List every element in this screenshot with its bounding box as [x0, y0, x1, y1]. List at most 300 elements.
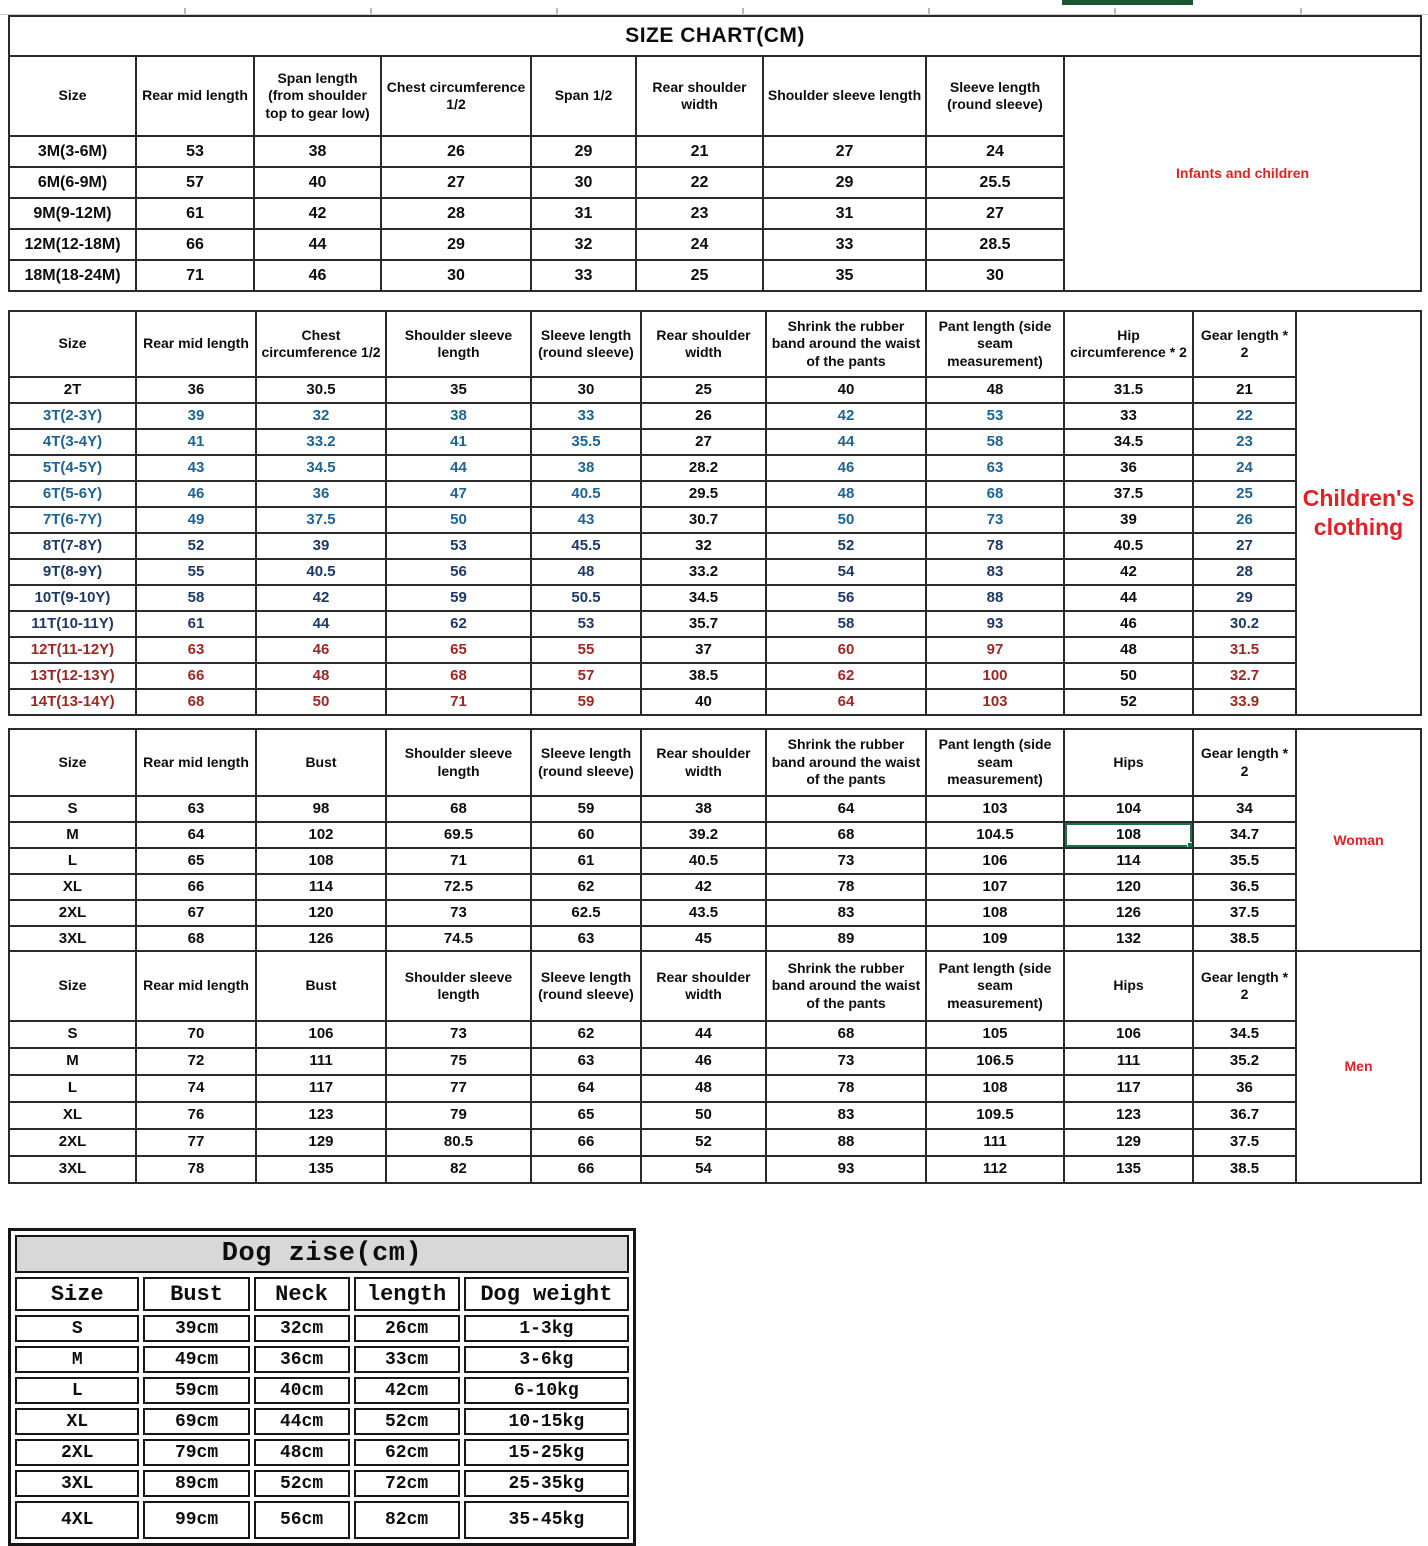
table-cell: 66: [136, 663, 256, 689]
table-cell: 50: [1064, 663, 1193, 689]
column-header: Size: [15, 1277, 139, 1311]
group-label: Children's clothing: [1296, 311, 1421, 715]
table-cell: 36.7: [1193, 1102, 1296, 1129]
column-header: Shoulder sleeve length: [386, 311, 531, 377]
table-row: [9, 637, 1421, 663]
table-cell: 62: [386, 611, 531, 637]
header-row: [9, 56, 1421, 136]
table-cell: 35: [763, 260, 926, 291]
table-cell: 62cm: [354, 1439, 460, 1466]
table-cell: 46: [766, 455, 926, 481]
table-cell: 38: [254, 136, 381, 167]
table-cell: S: [9, 1021, 136, 1048]
table-cell: 47: [386, 481, 531, 507]
table-cell: 114: [1064, 848, 1193, 874]
table-cell: 126: [1064, 900, 1193, 926]
table-cell: 29: [763, 167, 926, 198]
table-cell: 39: [256, 533, 386, 559]
table-cell: 44: [256, 611, 386, 637]
table-cell: 21: [636, 136, 763, 167]
table-cell: 4XL: [15, 1501, 139, 1539]
table-cell: 38: [641, 796, 766, 822]
table-cell: 59: [531, 689, 641, 715]
table-cell: 83: [926, 559, 1064, 585]
table-cell: 40: [766, 377, 926, 403]
table-row: [9, 1075, 1421, 1102]
table-cell: 52: [641, 1129, 766, 1156]
table-row: [9, 533, 1421, 559]
table-cell: 129: [1064, 1129, 1193, 1156]
table-cell: 45.5: [531, 533, 641, 559]
table-cell: 36: [1193, 1075, 1296, 1102]
column-header: Rear shoulder width: [641, 951, 766, 1021]
table-cell: 56: [766, 585, 926, 611]
table-cell: 64: [531, 1075, 641, 1102]
table-cell: 111: [1064, 1048, 1193, 1075]
table-cell: 48: [256, 663, 386, 689]
table-cell: 9T(8-9Y): [9, 559, 136, 585]
table-cell: 38: [531, 455, 641, 481]
table-cell: 57: [136, 167, 254, 198]
table-cell: 54: [641, 1156, 766, 1183]
table-cell: 60: [766, 637, 926, 663]
table-cell: 27: [763, 136, 926, 167]
column-header: Bust: [256, 729, 386, 796]
table-cell: 93: [766, 1156, 926, 1183]
table-cell: 3M(3-6M): [9, 136, 136, 167]
table-cell: 77: [386, 1075, 531, 1102]
table-cell: 68: [136, 689, 256, 715]
table-cell: 98: [256, 796, 386, 822]
table-row: [9, 796, 1421, 822]
table-row: [9, 926, 1421, 952]
column-header: Pant length (side seam measurement): [926, 729, 1064, 796]
table-cell: 38.5: [641, 663, 766, 689]
column-header: Rear shoulder width: [636, 56, 763, 136]
column-header: Rear shoulder width: [641, 311, 766, 377]
table-cell: 42: [766, 403, 926, 429]
column-header: Gear length * 2: [1193, 311, 1296, 377]
table-cell: 35.2: [1193, 1048, 1296, 1075]
column-header: Size: [9, 56, 136, 136]
column-header: Gear length * 2: [1193, 729, 1296, 796]
table-cell: 26: [381, 136, 531, 167]
table-cell: 78: [136, 1156, 256, 1183]
table-cell: 33: [1064, 403, 1193, 429]
table-cell: 78: [926, 533, 1064, 559]
table-cell: 26: [1193, 507, 1296, 533]
table-cell: 29.5: [641, 481, 766, 507]
table-title-row: [9, 16, 1421, 56]
column-header: Shoulder sleeve length: [763, 56, 926, 136]
table-cell: 64: [766, 689, 926, 715]
table-cell: L: [15, 1377, 139, 1404]
column-header: Sleeve length (round sleeve): [926, 56, 1064, 136]
table-cell: L: [9, 848, 136, 874]
column-header: Shoulder sleeve length: [386, 729, 531, 796]
table-cell: M: [9, 1048, 136, 1075]
table-cell: 24: [1193, 455, 1296, 481]
table-cell: 120: [1064, 874, 1193, 900]
column-header: Pant length (side seam measurement): [926, 311, 1064, 377]
table-cell: 37.5: [256, 507, 386, 533]
table-cell: 28.5: [926, 229, 1064, 260]
table-row: [9, 689, 1421, 715]
table-cell: 39: [1064, 507, 1193, 533]
table-cell: 62: [766, 663, 926, 689]
table-cell: 61: [531, 848, 641, 874]
table-cell: 135: [1064, 1156, 1193, 1183]
table-cell: 27: [381, 167, 531, 198]
table-row: [9, 900, 1421, 926]
table-cell: 43: [531, 507, 641, 533]
table-cell: 4T(3-4Y): [9, 429, 136, 455]
column-header: Shrink the rubber band around the waist of the pants: [766, 311, 926, 377]
table-cell: 32: [641, 533, 766, 559]
table-cell: 34.7: [1193, 822, 1296, 848]
table-cell: 62: [531, 874, 641, 900]
table-cell: 43.5: [641, 900, 766, 926]
table-cell: 61: [136, 198, 254, 229]
table-cell: 65: [531, 1102, 641, 1129]
men-size-table: [8, 950, 1422, 1184]
table-cell: 123: [1064, 1102, 1193, 1129]
table-cell: 83: [766, 1102, 926, 1129]
table-cell: 79cm: [143, 1439, 249, 1466]
table-cell: 34: [1193, 796, 1296, 822]
column-header: Size: [9, 729, 136, 796]
table-cell: 106: [256, 1021, 386, 1048]
table-cell: 33: [531, 403, 641, 429]
table-cell: 55: [531, 637, 641, 663]
table-cell: 66: [531, 1129, 641, 1156]
table-cell: 48: [926, 377, 1064, 403]
table-cell: 126: [256, 926, 386, 952]
table-row: [15, 1346, 629, 1373]
table-cell: 31: [763, 198, 926, 229]
table-cell: 93: [926, 611, 1064, 637]
table-cell: XL: [15, 1408, 139, 1435]
table-cell: 57: [531, 663, 641, 689]
table-cell: 36cm: [254, 1346, 350, 1373]
table-row: [9, 559, 1421, 585]
table-cell: 108: [256, 848, 386, 874]
table-cell: 79: [386, 1102, 531, 1129]
table-cell: 42: [256, 585, 386, 611]
table-cell: 29: [381, 229, 531, 260]
table-cell: 72cm: [354, 1470, 460, 1497]
table-cell: 73: [926, 507, 1064, 533]
table-cell: 56: [386, 559, 531, 585]
table-cell: 40: [641, 689, 766, 715]
column-header: Pant length (side seam measurement): [926, 951, 1064, 1021]
table-cell: 63: [531, 1048, 641, 1075]
table-cell: 18M(18-24M): [9, 260, 136, 291]
table-cell: 3T(2-3Y): [9, 403, 136, 429]
table-cell: 27: [1193, 533, 1296, 559]
table-cell: 104: [1064, 796, 1193, 822]
table-cell: 42cm: [354, 1377, 460, 1404]
table-row: [15, 1377, 629, 1404]
table-cell: 32.7: [1193, 663, 1296, 689]
table-cell: 28: [1193, 559, 1296, 585]
table-cell: 27: [641, 429, 766, 455]
table-cell: 10-15kg: [464, 1408, 629, 1435]
table-cell: 33.9: [1193, 689, 1296, 715]
table-cell: 35.5: [1193, 848, 1296, 874]
table-cell: 45: [641, 926, 766, 952]
header-row: [9, 729, 1421, 796]
table-cell: 111: [926, 1129, 1064, 1156]
table-cell: 73: [386, 1021, 531, 1048]
table-cell: 32: [531, 229, 636, 260]
table-cell: 62.5: [531, 900, 641, 926]
table-cell: 42: [641, 874, 766, 900]
column-header: Sleeve length (round sleeve): [531, 729, 641, 796]
table-cell: 58: [766, 611, 926, 637]
table-cell: 49cm: [143, 1346, 249, 1373]
table-cell: 61: [136, 611, 256, 637]
table-cell: 104.5: [926, 822, 1064, 848]
table-cell: 78: [766, 874, 926, 900]
table-row: [9, 403, 1421, 429]
table-cell: 112: [926, 1156, 1064, 1183]
table-cell: 24: [636, 229, 763, 260]
column-header: Chest circumference 1/2: [381, 56, 531, 136]
table-cell: 36: [136, 377, 256, 403]
table-cell: 135: [256, 1156, 386, 1183]
table-cell: 52cm: [354, 1408, 460, 1435]
table-cell: 102: [256, 822, 386, 848]
table-cell: 120: [256, 900, 386, 926]
table-cell: 9M(9-12M): [9, 198, 136, 229]
table-cell: 39cm: [143, 1315, 249, 1342]
table-cell: 6-10kg: [464, 1377, 629, 1404]
table-title-row: [15, 1235, 629, 1273]
table-cell: 38: [386, 403, 531, 429]
table-cell: 63: [926, 455, 1064, 481]
table-cell: 62: [531, 1021, 641, 1048]
column-header: Hips: [1064, 729, 1193, 796]
table-cell: 68: [766, 822, 926, 848]
table-row: [9, 585, 1421, 611]
table-cell: 30: [926, 260, 1064, 291]
table-title: SIZE CHART(CM): [9, 16, 1421, 56]
table-cell: 72: [136, 1048, 256, 1075]
table-cell: 109: [926, 926, 1064, 952]
table-cell: XL: [9, 1102, 136, 1129]
table-cell: 44: [766, 429, 926, 455]
table-cell: 22: [636, 167, 763, 198]
table-cell: 44: [386, 455, 531, 481]
table-cell: 53: [531, 611, 641, 637]
table-cell: 50: [386, 507, 531, 533]
table-cell: 46: [1064, 611, 1193, 637]
table-cell: 40.5: [531, 481, 641, 507]
table-cell: 6T(5-6Y): [9, 481, 136, 507]
header-row: [9, 311, 1421, 377]
table-row: [9, 848, 1421, 874]
table-cell: 70: [136, 1021, 256, 1048]
column-header: Size: [9, 951, 136, 1021]
table-cell: 31.5: [1064, 377, 1193, 403]
table-cell: 48: [641, 1075, 766, 1102]
column-header: Span 1/2: [531, 56, 636, 136]
infants-size-table: [8, 15, 1422, 292]
column-header: length: [354, 1277, 460, 1311]
table-cell: 82: [386, 1156, 531, 1183]
dog-size-table: [8, 1228, 636, 1546]
table-cell: 66: [136, 874, 256, 900]
table-cell: 1-3kg: [464, 1315, 629, 1342]
column-header: Bust: [256, 951, 386, 1021]
table-cell: 69cm: [143, 1408, 249, 1435]
table-cell: 40: [254, 167, 381, 198]
table-cell: 3-6kg: [464, 1346, 629, 1373]
table-cell: S: [9, 796, 136, 822]
table-cell: 35-45kg: [464, 1501, 629, 1539]
column-header: Chest circumference 1/2: [256, 311, 386, 377]
table-cell: 58: [926, 429, 1064, 455]
table-cell: 30.2: [1193, 611, 1296, 637]
table-cell: 33cm: [354, 1346, 460, 1373]
table-cell: 6M(6-9M): [9, 167, 136, 198]
table-cell: 50: [256, 689, 386, 715]
table-cell: 106: [926, 848, 1064, 874]
table-row: [9, 1048, 1421, 1075]
table-cell: 5T(4-5Y): [9, 455, 136, 481]
column-header: Shoulder sleeve length: [386, 951, 531, 1021]
table-cell: 71: [386, 689, 531, 715]
table-row: [9, 663, 1421, 689]
table-cell: 35: [386, 377, 531, 403]
table-cell: 69.5: [386, 822, 531, 848]
table-cell: 36.5: [1193, 874, 1296, 900]
table-cell: 50: [641, 1102, 766, 1129]
table-cell: 13T(12-13Y): [9, 663, 136, 689]
table-cell: 21: [1193, 377, 1296, 403]
column-header: Sleeve length (round sleeve): [531, 311, 641, 377]
table-row: [9, 1156, 1421, 1183]
table-cell: 74.5: [386, 926, 531, 952]
table-cell: 25: [636, 260, 763, 291]
table-cell: XL: [9, 874, 136, 900]
table-cell: 100: [926, 663, 1064, 689]
column-header: Span length (from shoulder top to gear low): [254, 56, 381, 136]
table-cell: 41: [386, 429, 531, 455]
table-cell: 60: [531, 822, 641, 848]
column-header: Hip circumference * 2: [1064, 311, 1193, 377]
table-cell: 46: [136, 481, 256, 507]
table-cell: 74: [136, 1075, 256, 1102]
table-cell: 40.5: [256, 559, 386, 585]
column-header: Bust: [143, 1277, 249, 1311]
table-cell: 59: [386, 585, 531, 611]
table-cell: 26: [641, 403, 766, 429]
table-cell: 29: [531, 136, 636, 167]
table-cell: 67: [136, 900, 256, 926]
table-cell: 34.5: [1064, 429, 1193, 455]
table-cell: 3XL: [9, 926, 136, 952]
table-cell: 37.5: [1193, 1129, 1296, 1156]
table-cell: 52: [136, 533, 256, 559]
table-cell: 33: [763, 229, 926, 260]
table-cell: 129: [256, 1129, 386, 1156]
column-header: Rear mid length: [136, 311, 256, 377]
table-cell: 25: [641, 377, 766, 403]
table-cell: 114: [256, 874, 386, 900]
table-cell: 43: [136, 455, 256, 481]
table-cell: 37: [641, 637, 766, 663]
table-cell: 52cm: [254, 1470, 350, 1497]
table-title: Dog zise(cm): [15, 1235, 629, 1273]
table-cell: 68: [386, 663, 531, 689]
table-cell: 106.5: [926, 1048, 1064, 1075]
table-row: [9, 1102, 1421, 1129]
table-cell: 40.5: [641, 848, 766, 874]
table-cell: 103: [926, 689, 1064, 715]
table-cell: 65: [386, 637, 531, 663]
table-row: [15, 1501, 629, 1539]
table-cell: 82cm: [354, 1501, 460, 1539]
children-size-table: [8, 310, 1422, 716]
table-row: [9, 377, 1421, 403]
table-cell: 30: [531, 167, 636, 198]
table-cell: 14T(13-14Y): [9, 689, 136, 715]
table-row: [9, 481, 1421, 507]
table-cell: 3XL: [15, 1470, 139, 1497]
table-cell: M: [9, 822, 136, 848]
table-cell: M: [15, 1346, 139, 1373]
table-cell: 76: [136, 1102, 256, 1129]
table-cell: 64: [136, 822, 256, 848]
column-header: Gear length * 2: [1193, 951, 1296, 1021]
table-cell: 50: [766, 507, 926, 533]
table-cell: 40cm: [254, 1377, 350, 1404]
table-cell: 15-25kg: [464, 1439, 629, 1466]
table-cell: 30.7: [641, 507, 766, 533]
table-cell: 36: [256, 481, 386, 507]
table-cell: 30: [531, 377, 641, 403]
table-row: [9, 1129, 1421, 1156]
table-cell: 73: [386, 900, 531, 926]
table-cell: 64: [766, 796, 926, 822]
table-cell: 31.5: [1193, 637, 1296, 663]
table-cell: 26cm: [354, 1315, 460, 1342]
table-cell: 2XL: [15, 1439, 139, 1466]
column-header: Neck: [254, 1277, 350, 1311]
table-cell: 33: [531, 260, 636, 291]
table-cell: 2XL: [9, 900, 136, 926]
table-cell: 68: [136, 926, 256, 952]
table-cell: 44: [254, 229, 381, 260]
table-cell: 25.5: [926, 167, 1064, 198]
table-row: [9, 455, 1421, 481]
table-cell: 34.5: [641, 585, 766, 611]
table-cell: 11T(10-11Y): [9, 611, 136, 637]
table-cell: 117: [256, 1075, 386, 1102]
table-cell: 44: [641, 1021, 766, 1048]
table-cell: L: [9, 1075, 136, 1102]
table-cell: 72.5: [386, 874, 531, 900]
table-cell: 39: [136, 403, 256, 429]
table-cell: 12T(11-12Y): [9, 637, 136, 663]
table-cell: 3XL: [9, 1156, 136, 1183]
table-cell: 89cm: [143, 1470, 249, 1497]
table-cell: 73: [766, 1048, 926, 1075]
table-cell: 132: [1064, 926, 1193, 952]
table-cell: 44: [1064, 585, 1193, 611]
